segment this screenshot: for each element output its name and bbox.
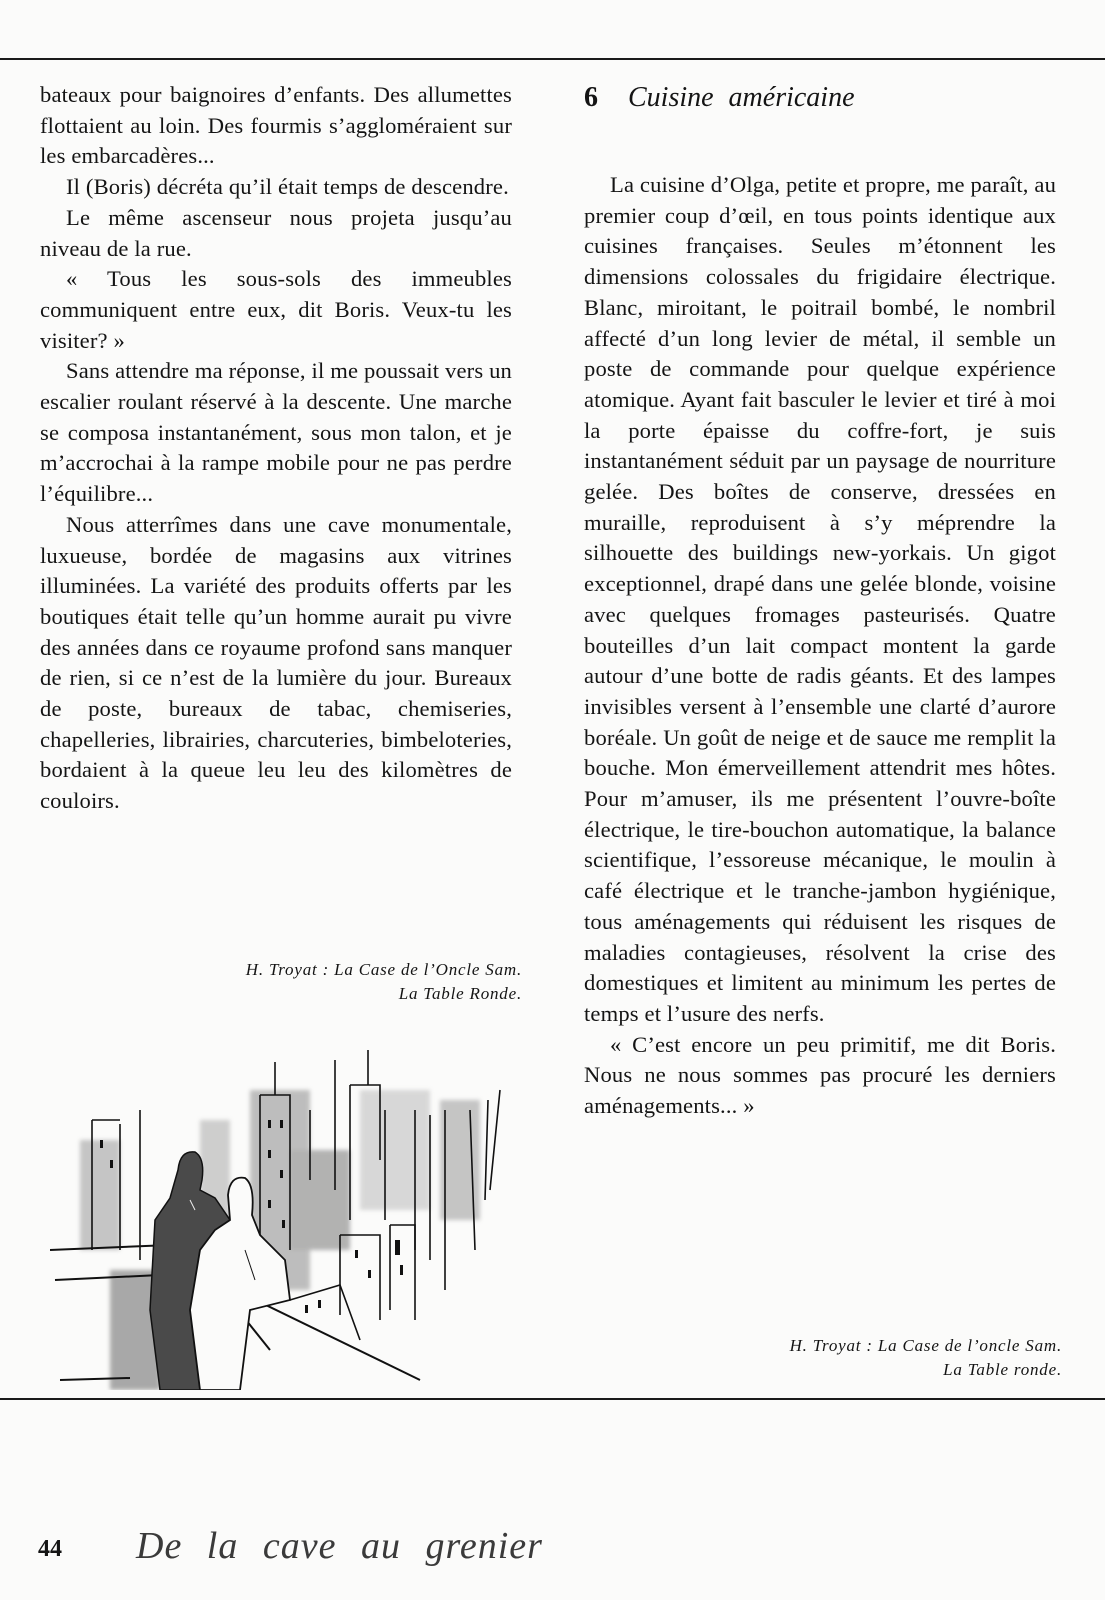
right-column bbox=[584, 170, 1056, 1122]
page-number: 44 bbox=[38, 1536, 62, 1562]
section-number: 6 bbox=[584, 82, 598, 113]
left-column bbox=[40, 80, 512, 817]
paragraph: « Tous les sous-sols des immeubles communiquent entre eux, dit Boris. Veux-tu les visiter? » bbox=[40, 266, 512, 353]
paragraph: Il (Boris) décréta qu’il était temps de descendre. bbox=[66, 174, 509, 200]
citation-publisher: La Table ronde. bbox=[943, 1360, 1062, 1379]
citation-publisher: La Table Ronde. bbox=[398, 984, 522, 1003]
citation-source: H. Troyat : La Case de l’Oncle Sam. bbox=[245, 960, 522, 979]
paragraph: bateaux pour baignoires d’enfants. Des allumettes flottaient au loin. Des fourmis s’aggloméraient sur les embarcadères... bbox=[40, 82, 512, 169]
paragraph: La cuisine d’Olga, petite et propre, me paraît, au premier coup d’œil, en tous points identique aux cuisines françaises. Seules m’étonnent les dimensions colossales du frigidaire électrique. Blanc, miroitant, le poitrail bombé, le nombril affecté d’un long levier de métal, il semble un poste de commande pour quelque expérience atomique. Ayant fait basculer le levier et tiré à moi la porte épaisse du coffre-fort, je suis instantanément séduit par un paysage de nourriture gelée. Des boîtes de conserve, dressées en muraille, reproduisent à s’y méprendre la silhouette des buildings new-yorkais. Un gigot exceptionnel, drapé dans une gelée blonde, voisine avec quelques fromages pasteurisés. Quatre bouteilles d’un lait compact montent la garde autour d’une botte de radis géants. Et des lampes invisibles versent à l’ensemble une clarté d’aurore boréale. Un goût de neige et de sauce me remplit la bouche. Mon émerveillement attendrit mes hôtes. Pour m’amuser, ils me présentent l’ouvre-boîte électrique, le tire-bouchon automatique, la balance scientifique, l’essoreuse mécanique, le moulin à café électrique et le tranche-jambon hygiénique, tous aménagements qui réduisent les risques de maladies contagieuses, résolvent la crise des domestiques et limitent au minimum les pertes de temps et l’usure des nerfs. bbox=[584, 172, 1057, 1026]
section-title: Cuisine américaine bbox=[628, 82, 855, 113]
top-rule bbox=[0, 58, 1105, 60]
paragraph: Sans attendre ma réponse, il me poussait vers un escalier roulant réservé à la descente. Une marche se composa instantanément, sous mon talon, et je m’accrochai à la rampe mobile pour ne pas perdre l’équilibre... bbox=[40, 358, 512, 507]
paragraph: Nous atterrîmes dans une cave monumentale, luxueuse, bordée de magasins aux vitrines illuminées. La variété des produits offerts par les boutiques était telle qu’un homme aurait pu vivre des années dans ce royaume profond sans manquer de rien, si ce n’est de la lumière du jour. Bureaux de poste, bureaux de tabac, chemiseries, chapelleries, librairies, charcuteries, bimbeloteries, bordaient à la queue leu leu des kilomètres de couloirs. bbox=[40, 511, 512, 814]
left-citation bbox=[40, 958, 522, 1006]
citation-source: H. Troyat : La Case de l’oncle Sam. bbox=[789, 1336, 1062, 1355]
skyline-illustration bbox=[50, 1050, 520, 1390]
bottom-rule bbox=[0, 1398, 1105, 1400]
paragraph: « C’est encore un peu primitif, me dit Boris. Nous ne nous sommes pas procuré les derniers aménagements... » bbox=[584, 1031, 1056, 1119]
running-title: De la cave au grenier bbox=[136, 1525, 543, 1567]
section-heading bbox=[584, 80, 855, 116]
paragraph: Le même ascenseur nous projeta jusqu’au niveau de la rue. bbox=[40, 204, 512, 261]
right-citation bbox=[584, 1334, 1062, 1382]
